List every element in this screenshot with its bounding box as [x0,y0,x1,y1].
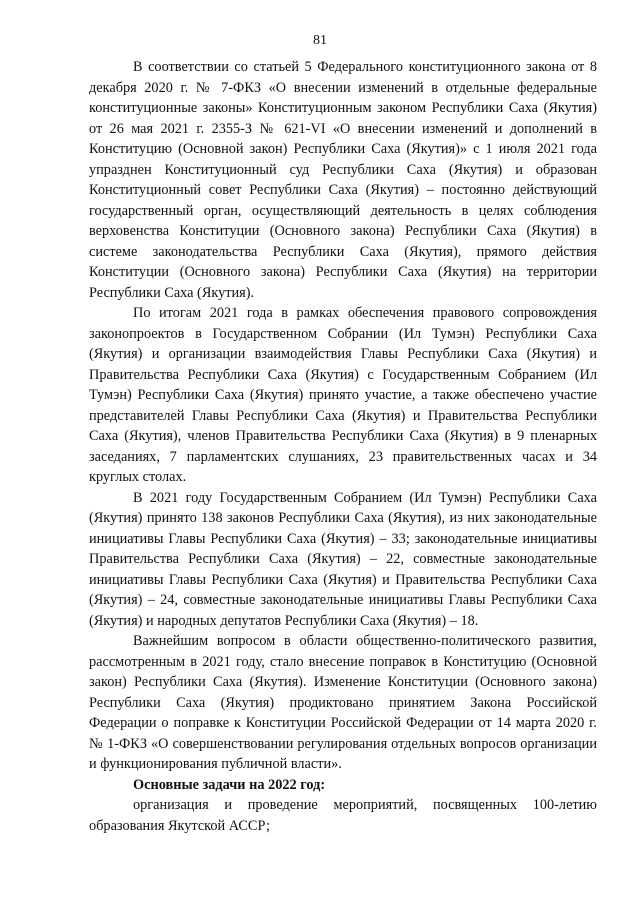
list-item: организация и проведение мероприятий, посвященных 100-летию образования Якутской АССР; [89,797,597,834]
page-number: 81 [313,33,327,48]
paragraph-laws-adopted: В 2021 году Государственным Собранием (Ил Тумэн) Республики Саха (Якутия) принято 138 законов Республики Саха (Якутия), из них законодательные инициативы Главы Республики Саха (Якутия) – 33; законодательные инициативы Правительства Республики Саха (Якутия) – 22, совместные законодательные инициативы Главы Республики Саха (Якутия) и Правительства Республики Саха (Якутия) – 24, совместные законодательные инициативы Главы Республики Саха (Якутия) и народных депутатов Республики Саха (Якутия) – 18. [89,489,597,629]
document-body [89,57,597,836]
paragraph-constitution-amendments: Важнейшим вопросом в области общественно-политического развития, рассмотренным в 2021 году, стало внесение поправок в Конституцию (Основной закон) Республики Саха (Якутия). Изменение Конституции (Основного закона) Республики Саха (Якутия) продиктовано принятием Закона Российской Федерации о поправке к Конституции Российской Федерации от 14 марта 2020 г. № 1-ФКЗ «О совершенствовании регулирования отдельных вопросов организации и функционирования публичной власти». [89,633,597,772]
section-heading: Основные задачи на 2022 год: [133,776,326,793]
paragraph-legal-support: По итогам 2021 года в рамках обеспечения правового сопровождения законопроектов в Государственном Собрании (Ил Тумэн) Республики Саха (Якутия) и организации взаимодействия Главы Республики Саха (Якутия) и Правительства Республики Саха (Якутия) с Государственным Собранием (Ил Тумэн) Республики Саха (Якутия) принято участие, а также обеспечено участие представителей Главы Республики Саха (Якутия) и Правительства Республики Саха (Якутия), членов Правительства Республики Саха (Якутия) в 9 пленарных заседаниях, 7 парламентских слушаниях, 23 правительственных часах и 34 круглых столах. [89,305,597,485]
paragraph-constitutional-council: В соответствии со статьей 5 Федерального конституционного закона от 8 декабря 2020 г. № 7-ФКЗ «О внесении изменений в отдельные федеральные конституционные законы» Конституционным законом Республики Саха (Якутия) от 26 мая 2021 г. 2355-З № 621-VI «О внесении изменений и дополнений в Конституцию (Основной закон) Республики Саха (Якутия)» с 1 июля 2021 года упразднен Конституционный суд Республики Саха (Якутия) и образован Конституционный совет Республики Саха (Якутия) – постоянно действующий государственный орган, осуществляющий деятельность в целях соблюдения верховенства Конституции (Основного закона) Республики Саха (Якутия) в системе законодательства Республики Саха (Якутия), прямого действия Конституции (Основного закона) Республики Саха (Якутия) на территории Республики Саха (Якутия). [89,59,597,301]
